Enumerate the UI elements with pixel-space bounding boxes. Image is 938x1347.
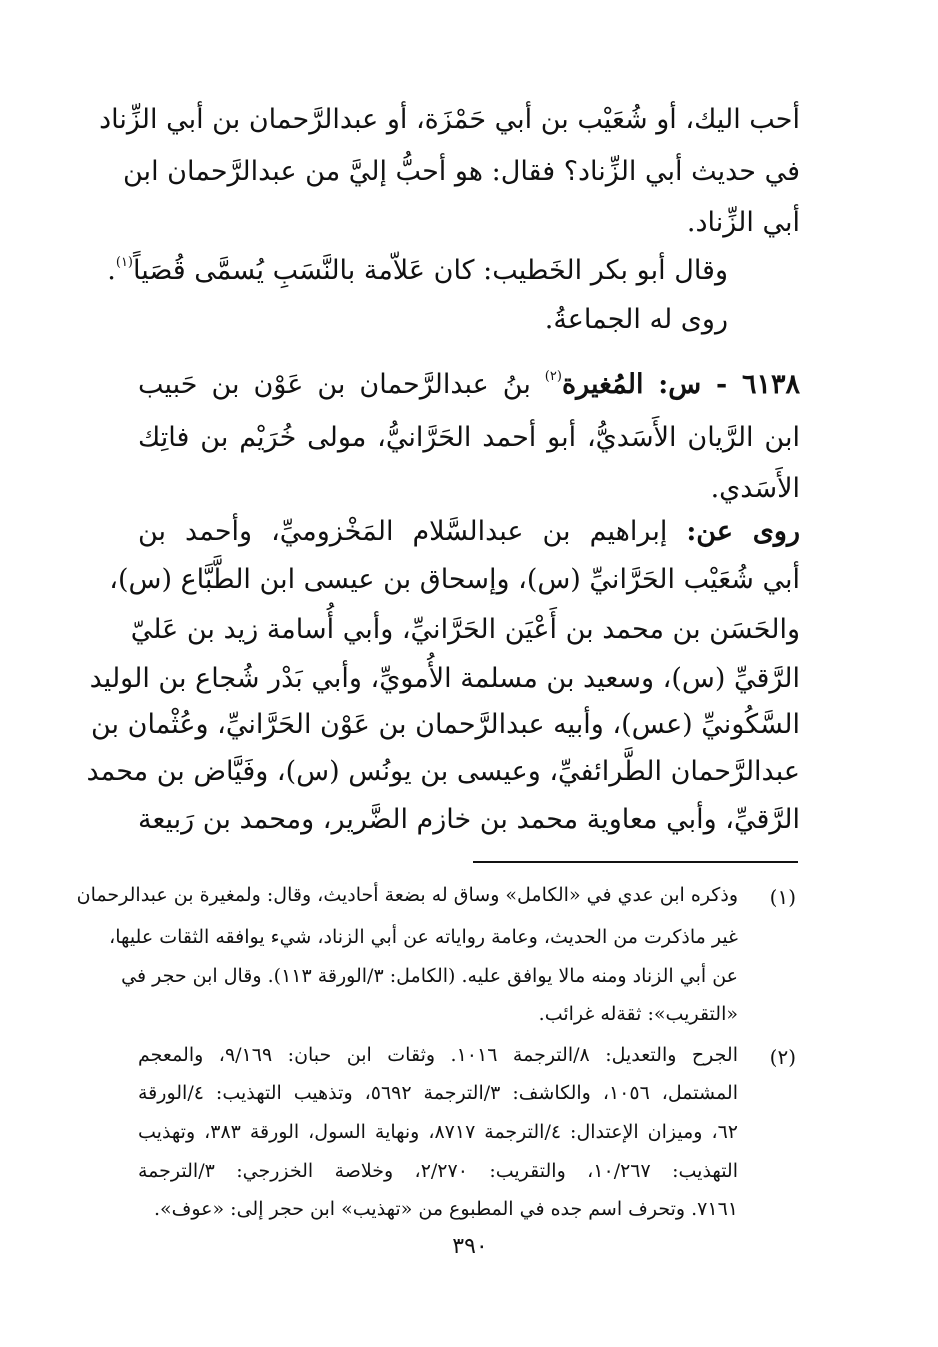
narrators-line: السَّكُونيِّ (عس)، وأبيه عبدالرَّحمان بن عَوْن الحَرَّانيِّ، وعُثْمان بن <box>90 709 800 740</box>
narrators-line: والحَسَن بن محمد بن أَعْيَن الحَرَّانيِّ، وأبي أُسامة زيد بن عَليّ <box>130 614 800 645</box>
page-number: ٣٩٠ <box>452 1234 488 1259</box>
khatib-quote-line <box>107 251 728 291</box>
rawa-an-text: إبراهيم بن عبدالسَّلام المَخْزوميِّ، وأحمد بن <box>138 516 687 547</box>
footnote-number-2: (٢) <box>769 1045 796 1069</box>
footnote-separator <box>473 861 798 863</box>
rawa-line: روى له الجماعةُ. <box>544 304 728 335</box>
khatib-text: وقال أبو بكر الخَطيب: كان عَلاّمة بالنَّسَبِ يُسمَّى قُصَياً <box>133 255 728 286</box>
narrators-line: الرَّقيِّ (س)، وسعيد بن مسلمة الأُمويِّ، وأبي بَدْر شُجاع بن الوليد <box>89 663 800 694</box>
text-line: ابن الرَّيان الأَسَديُّ، أبو أحمد الحَرَّانيُّ، مولى خُرَيْم بن فاتِك <box>138 422 800 453</box>
text-line: أبي الزِّناد. <box>686 207 800 238</box>
narrators-line: الرَّقيِّ، وأبي معاوية محمد بن خازم الضَّرير، ومحمد بن رَبيعة <box>138 804 800 835</box>
narrators-line: عبدالرَّحمان الطَّرائفيِّ، وعيسى بن يونُس (س)، وفَيَّاض بن محمد <box>86 756 800 787</box>
rawa-an-line <box>138 512 800 552</box>
footnote-line: المشتمل، ١٠٥٦، والكاشف: ٣/الترجمة ٥٦٩٢، وتذهيب التهذيب: ٤/الورقة <box>138 1082 738 1104</box>
footnote-number-1: (١) <box>769 885 796 909</box>
text-line: أحب اليك، أو شُعَيْب بن أبي حَمْزَة، أو عبدالرَّحمان بن أبي الزِّناد <box>99 104 800 135</box>
footnote-line: ٦٢، وميزان الإعتدال: ٤/الترجمة ٨٧١٧، ونهاية السول، الورقة ٣٨٣، وتهذيب <box>138 1121 738 1143</box>
footnote-line: وذكره ابن عدي في «الكامل» وساق له بضعة أحاديث، وقال: ولمغيرة بن عبدالرحمان <box>76 884 738 906</box>
footnote-line: التهذيب: ١٠/٢٦٧، والتقريب: ٢/٢٧٠، وخلاصة الخزرجي: ٣/الترجمة <box>138 1160 738 1182</box>
footnote-line: عن أبي الزناد ومنه مالا يوافق عليه. (الكامل: ٣/الورقة ١١٣). وقال ابن حجر في <box>121 965 738 987</box>
footnote-marker-1: (١) <box>115 255 133 270</box>
entry-heading-line <box>138 365 800 405</box>
footnote-line: غير ماذكرت من الحديث، وعامة رواياته عن أبي الزناد، شيء يوافقه الثقات عليها، <box>109 926 738 948</box>
text-line: في حديث أبي الزِّناد؟ فقال: هو أحبُّ إليَّ من عبدالرَّحمان ابن <box>123 156 800 187</box>
footnote-line: ٧١٦١. وتحرف اسم جده في المطبوع من «تهذيب» ابن حجر إلى: «عوف». <box>154 1198 738 1220</box>
narrators-line: أبي شُعَيْب الحَرَّانيِّ (س)، وإسحاق بن عيسى ابن الطَّبَّاع (س)، <box>109 564 800 595</box>
entry-number: ٦١٣٨ - س: المُغيرة <box>561 369 800 400</box>
text-line: الأَسَدي. <box>710 473 800 504</box>
entry-name: بنُ عبدالرَّحمان بن عَوْن بن حَبيب <box>138 369 545 400</box>
footnote-line: «التقريب»: ثقةله غرائب. <box>538 1003 738 1025</box>
footnote-line: الجرح والتعديل: ٨/الترجمة ١٠١٦. وثقات ابن حبان: ٩/١٦٩، والمعجم <box>138 1044 738 1066</box>
rawa-an-label: روى عن: <box>686 516 800 547</box>
khatib-end: . <box>107 255 116 286</box>
footnote-marker-2: (٢) <box>544 369 562 384</box>
